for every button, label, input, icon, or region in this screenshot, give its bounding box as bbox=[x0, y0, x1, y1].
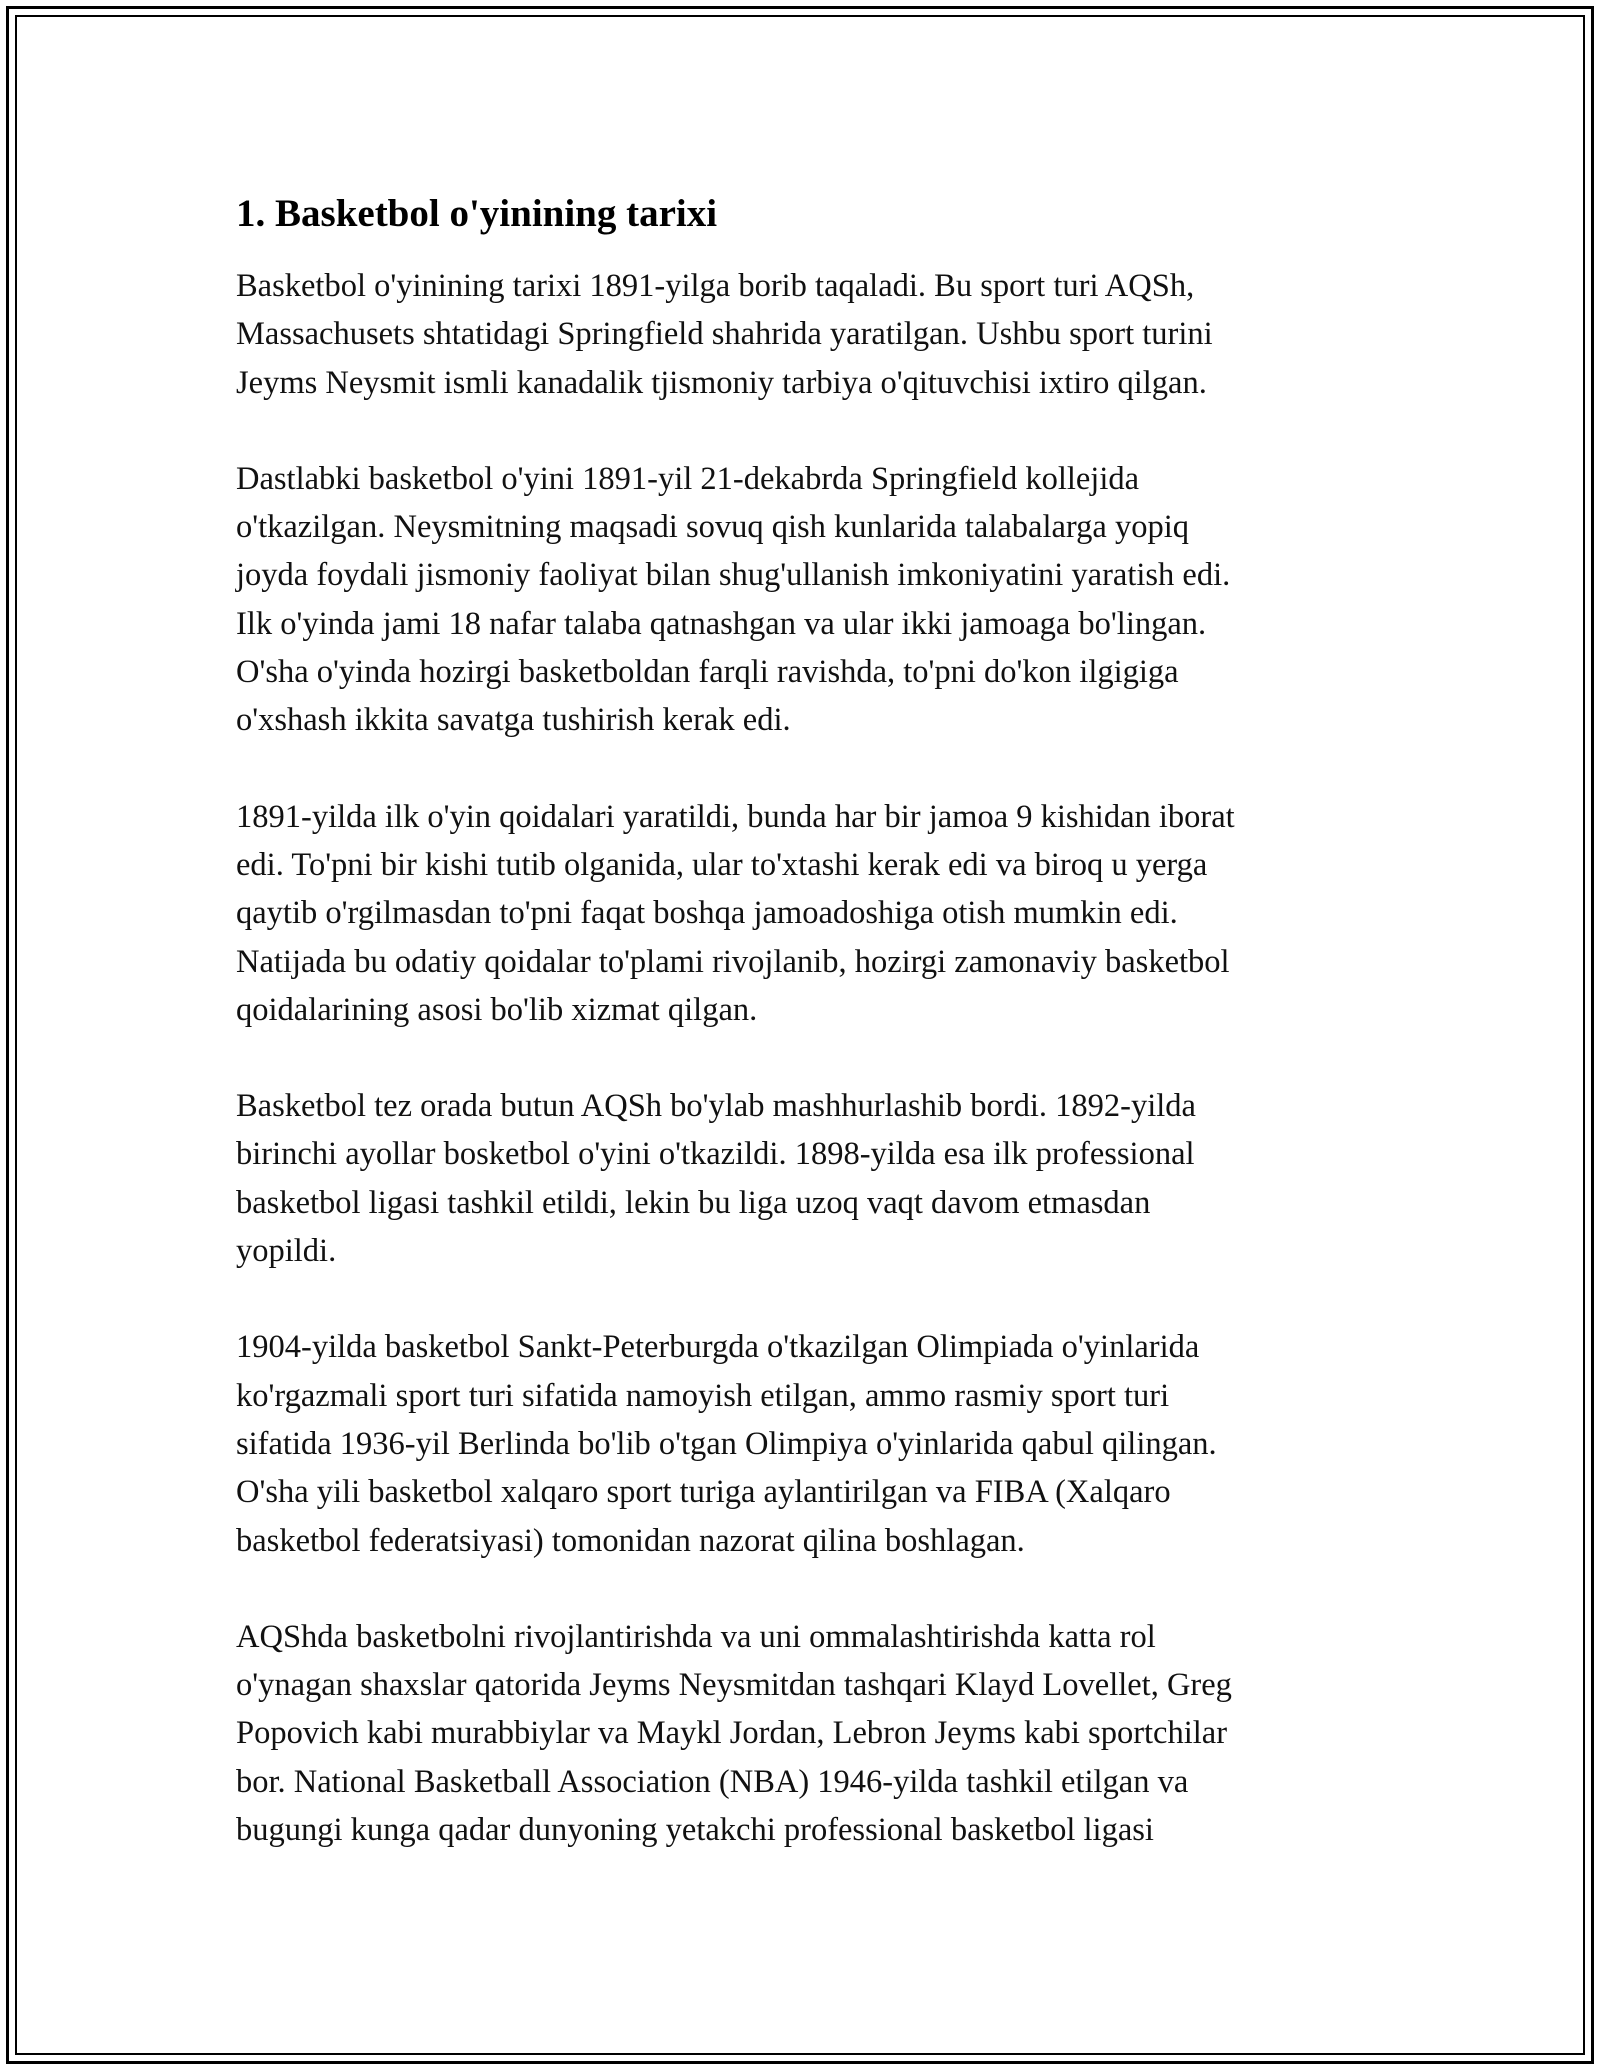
text-line: Jeyms Neysmit ismli kanadalik tjismoniy tarbiya o'qituvchisi ixtiro qilgan. bbox=[236, 364, 1207, 401]
text-line: Natijada bu odatiy qoidalar to'plami rivojlanib, hozirgi zamonaviy basketbol bbox=[236, 943, 1230, 980]
text-line: basketbol federatsiyasi) tomonidan nazorat qilina boshlagan. bbox=[236, 1522, 1025, 1559]
paragraph-1 bbox=[236, 262, 1386, 407]
section-heading: 1. Basketbol o'yinining tarixi bbox=[236, 192, 718, 235]
text-line: bor. National Basketball Association (NBA) 1946-yilda tashkil etilgan va bbox=[236, 1763, 1189, 1800]
paragraph-3 bbox=[236, 793, 1386, 1034]
text-line: Dastlabki basketbol o'yini 1891-yil 21-dekabrda Springfield kollejida bbox=[236, 460, 1140, 497]
text-line: o'ynagan shaxslar qatorida Jeyms Neysmitdan tashqari Klayd Lovellet, Greg bbox=[236, 1667, 1232, 1704]
text-line: basketbol ligasi tashkil etildi, lekin bu liga uzoq vaqt davom etmasdan bbox=[236, 1184, 1151, 1221]
text-line: birinchi ayollar bosketbol o'yini o'tkazildi. 1898-yilda esa ilk professional bbox=[236, 1136, 1195, 1173]
text-line: Massachusets shtatidagi Springfield shahrida yaratilgan. Ushbu sport turini bbox=[236, 316, 1213, 353]
text-line: O'sha yili basketbol xalqaro sport turiga aylantirilgan va FIBA (Xalqaro bbox=[236, 1474, 1171, 1511]
text-line: Basketbol tez orada butun AQSh bo'ylab mashhurlashib bordi. 1892-yilda bbox=[236, 1088, 1196, 1125]
text-line: 1891-yilda ilk o'yin qoidalari yaratildi, bunda har bir jamoa 9 kishidan iborat bbox=[236, 798, 1235, 835]
text-line: Basketbol o'yinining tarixi 1891-yilga borib taqaladi. Bu sport turi AQSh, bbox=[236, 268, 1195, 304]
text-line: ko'rgazmali sport turi sifatida namoyish etilgan, ammo rasmiy sport turi bbox=[236, 1377, 1170, 1414]
document-body bbox=[236, 186, 1386, 1902]
paragraph-5 bbox=[236, 1323, 1386, 1564]
text-line: bugungi kunga qadar dunyoning yetakchi professional basketbol ligasi bbox=[236, 1812, 1154, 1849]
text-line: joyda foydali jismoniy faoliyat bilan shug'ullanish imkoniyatini yaratish edi. bbox=[236, 557, 1231, 594]
text-line: Popovich kabi murabbiylar va Maykl Jordan, Lebron Jeyms kabi sportchilar bbox=[236, 1715, 1228, 1752]
paragraph-4 bbox=[236, 1082, 1386, 1275]
text-line: Ilk o'yinda jami 18 nafar talaba qatnashgan va ular ikki jamoaga bo'lingan. bbox=[236, 605, 1207, 642]
paragraph-2 bbox=[236, 455, 1386, 745]
text-line: 1904-yilda basketbol Sankt-Peterburgda o'tkazilgan Olimpiada o'yinlarida bbox=[236, 1329, 1200, 1366]
text-line: yopildi. bbox=[236, 1233, 337, 1270]
text-line: sifatida 1936-yil Berlinda bo'lib o'tgan Olimpiya o'yinlarida qabul qilingan. bbox=[236, 1425, 1217, 1462]
text-line: qoidalarining asosi bo'lib xizmat qilgan. bbox=[236, 991, 758, 1028]
text-line: edi. To'pni bir kishi tutib olganida, ular to'xtashi kerak edi va biroq u yerga bbox=[236, 846, 1208, 883]
text-line: O'sha o'yinda hozirgi basketboldan farqli ravishda, to'pni do'kon ilgigiga bbox=[236, 654, 1179, 691]
text-line: qaytib o'rgilmasdan to'pni faqat boshqa jamoadoshiga otish mumkin edi. bbox=[236, 895, 1178, 932]
text-line: o'xshash ikkita savatga tushirish kerak edi. bbox=[236, 702, 791, 739]
paragraph-6 bbox=[236, 1613, 1386, 1854]
text-line: o'tkazilgan. Neysmitning maqsadi sovuq qish kunlarida talabalarga yopiq bbox=[236, 509, 1189, 546]
text-line: AQShda basketbolni rivojlantirishda va uni ommalashtirishda katta rol bbox=[236, 1618, 1156, 1655]
